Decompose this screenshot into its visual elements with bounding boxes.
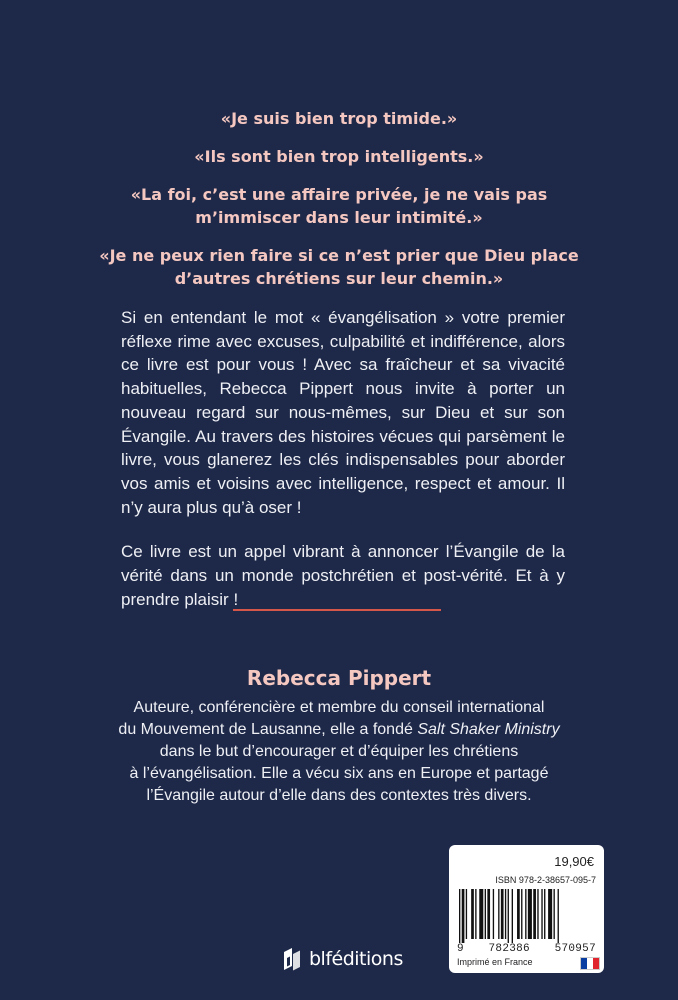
barcode-bar <box>521 889 522 939</box>
quote-line: «La foi, c’est une affaire privée, je ne vais pas <box>130 185 548 204</box>
barcode-bar <box>466 889 467 939</box>
barcode-bar <box>548 889 552 939</box>
barcode-bar <box>517 889 520 939</box>
author-bio-line: l’Évangile autour d’elle dans des contextes très divers. <box>146 787 532 804</box>
barcode-digit-lead: 9 <box>457 943 464 955</box>
barcode-bar <box>554 889 555 939</box>
quote-line: d’autres chrétiens sur leur chemin.» <box>174 269 504 288</box>
blurb-paragraph: Si en entendant le mot « évangélisation » votre premier réflexe rime avec excuses, culpabilité et indifférence, alors ce livre est pour vous ! Avec sa fraîcheur et sa vivacité habituelles, Rebecca Pippert nous invite à porter un nouveau regard sur nous-mêmes, sur Dieu et sur son Évangile. Au travers des histoires vécues qui parsèment le livre, vous glanerez les clés indispensables pour aborder vos amis et voisins avec intelligence, respect et amour. Il n’y aura plus qu’à oser ! <box>121 308 565 517</box>
barcode-digits <box>457 943 596 955</box>
price: 19,90€ <box>554 854 594 869</box>
flag-stripe <box>593 958 599 969</box>
barcode-bar <box>544 889 545 939</box>
barcode-bar <box>479 889 483 939</box>
barcode-bar <box>541 889 542 939</box>
barcode-bar <box>493 889 494 939</box>
barcode-bar <box>533 889 536 939</box>
barcode-bar <box>512 889 513 943</box>
author-bio <box>0 697 678 807</box>
author-name: Rebecca Pippert <box>246 666 432 690</box>
barcode-bar <box>459 889 460 943</box>
barcode-digit-group: 782386 <box>488 943 530 955</box>
barcode-bar <box>498 889 499 939</box>
isbn: ISBN 978-2-38657-095-7 <box>495 875 596 885</box>
barcode-bar <box>487 889 490 939</box>
barcode-bar <box>558 889 559 943</box>
barcode-bar <box>471 889 474 939</box>
barcode-digit-group: 570957 <box>554 943 596 955</box>
blurb <box>121 306 565 632</box>
barcode-bar <box>525 889 526 939</box>
barcode-bar <box>501 889 504 939</box>
barcode-bar <box>475 889 476 939</box>
quote <box>39 107 639 130</box>
author-bio-line <box>0 719 678 741</box>
barcode-bar <box>508 889 509 943</box>
ministry-name: Salt Shaker Ministry <box>417 721 560 738</box>
quote-line: «Je ne peux rien faire si ce n’est prier que Dieu place <box>99 246 579 265</box>
barcode-panel <box>449 845 604 973</box>
barcode-bar <box>528 889 532 939</box>
barcode-bar <box>485 889 486 939</box>
quotes-block <box>0 107 678 305</box>
quote-line: «Je suis bien trop timide.» <box>220 109 458 128</box>
barcode-icon <box>457 889 596 943</box>
quote <box>39 183 639 229</box>
publisher-logo <box>281 944 403 974</box>
barcode-bar <box>462 889 465 943</box>
france-flag-icon <box>580 957 600 970</box>
quote-line: m’immiscer dans leur intimité.» <box>195 208 483 227</box>
divider <box>233 609 441 611</box>
barcode-bar <box>537 889 538 939</box>
author-bio-line: Auteure, conférencière et membre du conseil international <box>133 699 545 716</box>
quote <box>39 244 639 290</box>
author-bio-line: à l’évangélisation. Elle a vécu six ans en Europe et partagé <box>129 765 549 782</box>
publisher-book-icon <box>281 946 303 972</box>
publisher-name: blféditions <box>309 948 403 970</box>
printed-in: Imprimé en France <box>457 957 533 967</box>
author-bio-text: du Mouvement de Lausanne, elle a fondé <box>118 721 418 738</box>
quote <box>39 145 639 168</box>
barcode-bar <box>505 889 506 939</box>
quote-line: «Ils sont bien trop intelligents.» <box>194 147 484 166</box>
author-bio-line: dans le but d’encourager et d’équiper les chrétiens <box>159 743 519 760</box>
blurb-paragraph: Ce livre est un appel vibrant à annoncer l’Évangile de la vérité dans un monde postchrétien et post-vérité. Et à y prendre plaisir ! <box>121 542 565 609</box>
